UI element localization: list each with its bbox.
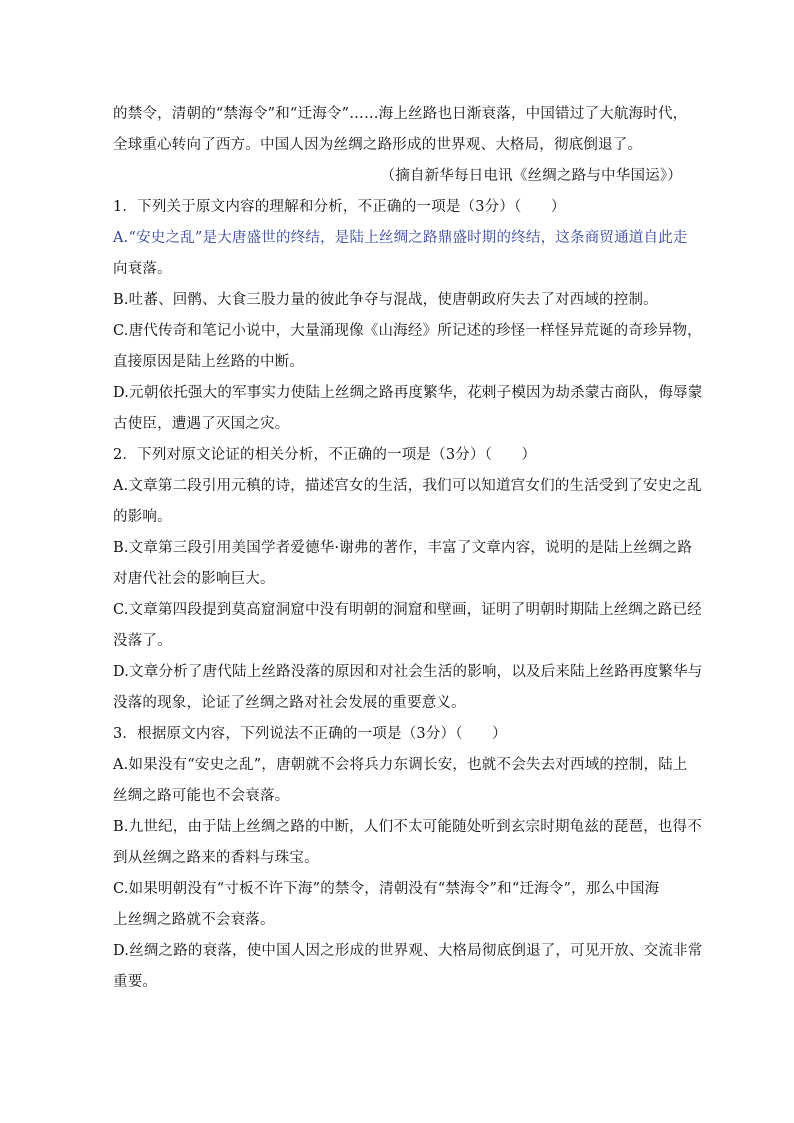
passage-source: （摘自新华每日电讯《丝绸之路与中华国运》） (380, 168, 682, 184)
question-3-option-b-cont: 到从丝绸之路来的香料与珠宝。 (113, 850, 319, 866)
question-1-option-a: A.“安史之乱”是大唐盛世的终结，是陆上丝绸之路鼎盛时期的终结，这条商贸通道自此走 (113, 230, 688, 246)
question-2-option-a-cont: 的影响。 (113, 509, 172, 525)
question-1-option-c: C.唐代传奇和笔记小说中，大量涌现像《山海经》所记述的珍怪一样怪异荒诞的奇珍异物， (113, 323, 702, 339)
question-3-option-a-cont: 丝绸之路可能也不会衰落。 (113, 788, 290, 804)
question-1-option-d: D.元朝依托强大的军事实力使陆上丝绸之路再度繁华，花剌子模因为劫杀蒙古商队，侮辱蒙 (113, 385, 703, 401)
question-2-option-b: B.文章第三段引用美国学者爱德华·谢弗的著作，丰富了文章内容，说明的是陆上丝绸之路 (113, 540, 693, 556)
question-2-option-c: C.文章第四段提到莫高窟洞窟中没有明朝的洞窟和壁画，证明了明朝时期陆上丝绸之路已经 (113, 602, 702, 618)
question-1-stem: 1．下列关于原文内容的理解和分析，不正确的一项是（3分）（ ） (113, 199, 566, 215)
question-3-option-d-cont: 重要。 (113, 974, 158, 990)
question-1-option-a-cont: 向衰落。 (113, 261, 172, 277)
question-2-stem: 2．下列对原文论证的相关分析，不正确的一项是（3分）（ ） (113, 447, 537, 463)
question-1-option-c-cont: 直接原因是陆上丝路的中断。 (113, 354, 305, 370)
question-2-option-d: D.文章分析了唐代陆上丝路没落的原因和对社会生活的影响，以及后来陆上丝路再度繁华与 (113, 664, 703, 680)
passage-line: 的禁令，清朝的“禁海令”和“迁海令”……海上丝路也日渐衰落，中国错过了大航海时代， (113, 106, 688, 122)
question-2-option-d-cont: 没落的现象，论证了丝绸之路对社会发展的重要意义。 (113, 695, 466, 711)
question-3-option-c: C.如果明朝没有“寸板不许下海”的禁令，清朝没有“禁海令”和“迁海令”，那么中国海 (113, 881, 660, 897)
question-3-stem: 3．根据原文内容，下列说法不正确的一项是（3分）（ ） (113, 726, 507, 742)
question-2-option-c-cont: 没落了。 (113, 633, 172, 649)
question-2-option-a: A.文章第二段引用元稹的诗，描述宫女的生活，我们可以知道宫女们的生活受到了安史之乱 (113, 478, 702, 494)
question-3-option-d: D.丝绸之路的衰落，使中国人因之形成的世界观、大格局彻底倒退了，可见开放、交流非常 (113, 943, 703, 959)
question-2-option-b-cont: 对唐代社会的影响巨大。 (113, 571, 275, 587)
question-3-option-b: B.九世纪，由于陆上丝绸之路的中断，人们不太可能随处听到玄宗时期龟兹的琵琶，也得不 (113, 819, 702, 835)
question-3-option-c-cont: 上丝绸之路就不会衰落。 (113, 912, 275, 928)
passage-line: 全球重心转向了西方。中国人因为丝绸之路形成的世界观、大格局，彻底倒退了。 (113, 137, 643, 153)
question-3-option-a: A.如果没有“安史之乱”，唐朝就不会将兵力东调长安，也就不会失去对西域的控制，陆上 (113, 757, 688, 773)
question-1-option-b: B.吐蕃、回鹘、大食三股力量的彼此争夺与混战，使唐朝政府失去了对西域的控制。 (113, 292, 658, 308)
question-1-option-d-cont: 古使臣，遭遇了灭国之灾。 (113, 416, 290, 432)
